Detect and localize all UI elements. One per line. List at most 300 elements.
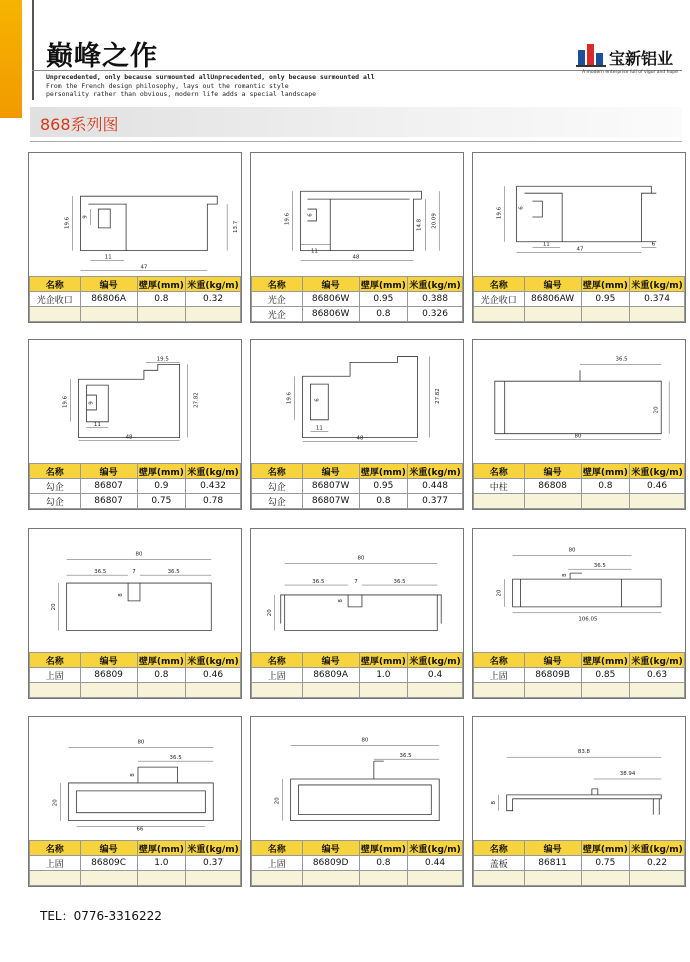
spec-table-row [252, 683, 463, 698]
svg-text:20: 20 [653, 406, 660, 414]
spec-table-row [474, 292, 685, 307]
header-weight: 米重(kg/m) [186, 277, 241, 292]
header-thickness: 壁厚(mm) [137, 841, 186, 856]
cell-weight [408, 683, 463, 698]
header-thickness: 壁厚(mm) [359, 277, 408, 292]
profile-drawing [29, 153, 241, 276]
cell-weight: 0.22 [630, 856, 685, 871]
brand-name: 宝新铝业 [609, 49, 674, 68]
profile-drawing [473, 340, 685, 463]
spec-table-header [30, 464, 241, 479]
cell-code: 86809 [80, 668, 137, 683]
svg-text:13.7: 13.7 [233, 220, 240, 233]
cell-weight [186, 871, 241, 886]
cell-code [80, 871, 137, 886]
svg-text:19.6: 19.6 [64, 216, 71, 229]
spec-table-row [474, 479, 685, 494]
profile-section-diagram [473, 529, 685, 652]
svg-text:20: 20 [274, 797, 281, 805]
cell-code [302, 871, 359, 886]
header-code: 编号 [524, 464, 581, 479]
cell-thickness: 1.0 [359, 668, 408, 683]
cell-code: 86809A [302, 668, 359, 683]
profile-section-diagram [473, 717, 685, 840]
profile-drawing [473, 153, 685, 276]
svg-text:20.09: 20.09 [431, 213, 438, 229]
profile-drawing [251, 717, 463, 840]
header-name: 名称 [474, 277, 525, 292]
spec-table-row [252, 668, 463, 683]
cell-thickness: 0.95 [581, 292, 630, 307]
profile-card [472, 339, 686, 510]
header-thickness: 壁厚(mm) [581, 653, 630, 668]
svg-text:36.5: 36.5 [94, 569, 107, 576]
header-thickness: 壁厚(mm) [137, 277, 186, 292]
spec-table [473, 840, 685, 886]
svg-text:47: 47 [576, 246, 584, 253]
header-name: 名称 [474, 653, 525, 668]
svg-text:11: 11 [310, 248, 318, 255]
cell-code [524, 683, 581, 698]
header-thickness: 壁厚(mm) [359, 464, 408, 479]
cell-code: 86806A [80, 292, 137, 307]
cell-thickness [581, 307, 630, 322]
profile-drawing [473, 529, 685, 652]
header-name: 名称 [474, 841, 525, 856]
svg-text:80: 80 [574, 433, 582, 440]
svg-text:19.6: 19.6 [496, 206, 503, 220]
profile-card [472, 528, 686, 699]
profile-card [28, 152, 242, 323]
profile-section-diagram [251, 153, 463, 276]
header-weight: 米重(kg/m) [630, 464, 685, 479]
svg-text:7: 7 [132, 569, 136, 576]
cell-code [524, 871, 581, 886]
slogan-line-3: personality rather than obvious, modern life adds a special landscape [46, 90, 317, 98]
profile-drawing [251, 529, 463, 652]
header-code: 编号 [524, 277, 581, 292]
cell-code [302, 683, 359, 698]
cell-code: 86807W [302, 479, 359, 494]
cell-weight: 0.37 [186, 856, 241, 871]
cell-weight [630, 683, 685, 698]
slogan-text [46, 73, 375, 99]
spec-table-row [474, 494, 685, 509]
cell-weight: 0.4 [408, 668, 463, 683]
spec-table-header [252, 653, 463, 668]
header-code: 编号 [302, 464, 359, 479]
cell-thickness: 0.75 [137, 494, 186, 509]
cell-thickness: 0.85 [581, 668, 630, 683]
cell-name [252, 683, 303, 698]
spec-table [251, 463, 463, 509]
cell-name [30, 683, 81, 698]
header-name: 名称 [252, 464, 303, 479]
svg-text:36.5: 36.5 [167, 569, 180, 576]
cell-weight [630, 871, 685, 886]
header-weight: 米重(kg/m) [408, 277, 463, 292]
svg-text:80: 80 [357, 555, 365, 562]
header-name: 名称 [252, 841, 303, 856]
svg-text:19.5: 19.5 [156, 356, 169, 363]
svg-text:8: 8 [130, 773, 137, 777]
cell-thickness: 0.8 [137, 668, 186, 683]
spec-table-header [474, 653, 685, 668]
cell-code [80, 307, 137, 322]
header-divider-vertical [32, 0, 34, 100]
profile-section-diagram [29, 717, 241, 840]
header-name: 名称 [252, 277, 303, 292]
svg-text:19.6: 19.6 [286, 391, 293, 405]
header-name: 名称 [30, 277, 81, 292]
profile-section-diagram [251, 717, 463, 840]
header-weight: 米重(kg/m) [630, 653, 685, 668]
header-code: 编号 [80, 277, 137, 292]
cell-name [30, 871, 81, 886]
cell-thickness [359, 683, 408, 698]
svg-text:9: 9 [88, 401, 95, 405]
profile-drawing [29, 340, 241, 463]
header-code: 编号 [80, 653, 137, 668]
cell-code [524, 494, 581, 509]
spec-table-row [252, 856, 463, 871]
svg-text:80: 80 [361, 737, 369, 744]
cell-thickness: 0.8 [581, 479, 630, 494]
brand-block [576, 40, 686, 76]
header-thickness: 壁厚(mm) [359, 841, 408, 856]
svg-text:36.5: 36.5 [169, 755, 182, 762]
svg-text:9: 9 [82, 215, 89, 219]
cell-name: 上固 [30, 668, 81, 683]
cell-weight: 0.374 [630, 292, 685, 307]
cell-weight: 0.432 [186, 479, 241, 494]
spec-table-row [30, 871, 241, 886]
cell-weight: 0.326 [408, 307, 463, 322]
profile-section-diagram [29, 340, 241, 463]
profile-card [28, 716, 242, 887]
svg-text:11: 11 [104, 254, 112, 261]
cell-thickness: 0.9 [137, 479, 186, 494]
profile-card [250, 528, 464, 699]
spec-table-row [252, 871, 463, 886]
profile-drawing [251, 153, 463, 276]
cell-name: 盖板 [474, 856, 525, 871]
spec-table-header [474, 277, 685, 292]
spec-table-row [252, 494, 463, 509]
profile-drawing [29, 529, 241, 652]
spec-table [251, 276, 463, 322]
spec-table [29, 276, 241, 322]
cell-code: 86807 [80, 479, 137, 494]
cell-thickness [581, 871, 630, 886]
spec-table [251, 652, 463, 698]
header-name: 名称 [30, 841, 81, 856]
footer-tel: TEL：0776-3316222 [40, 909, 162, 923]
brand-logo-icon [576, 40, 606, 68]
cell-name: 勾企 [252, 494, 303, 509]
cell-name: 勾企 [30, 494, 81, 509]
cell-code: 86807W [302, 494, 359, 509]
svg-text:8: 8 [562, 573, 569, 577]
spec-table-row [252, 479, 463, 494]
spec-table-row [30, 683, 241, 698]
header-thickness: 壁厚(mm) [581, 464, 630, 479]
svg-text:6: 6 [314, 398, 321, 402]
svg-text:36.5: 36.5 [593, 563, 606, 570]
profile-section-diagram [473, 153, 685, 276]
cell-weight: 0.388 [408, 292, 463, 307]
spec-table [473, 276, 685, 322]
cell-thickness [581, 683, 630, 698]
cell-code: 86806AW [524, 292, 581, 307]
cell-code [80, 683, 137, 698]
cell-name [474, 871, 525, 886]
svg-text:6: 6 [518, 206, 525, 210]
svg-text:11: 11 [93, 421, 101, 428]
profile-card [472, 716, 686, 887]
svg-text:47: 47 [140, 264, 148, 271]
spec-table-row [474, 871, 685, 886]
spec-table-row [30, 668, 241, 683]
profile-card [250, 152, 464, 323]
cell-thickness: 0.95 [359, 292, 408, 307]
header-name: 名称 [252, 653, 303, 668]
cell-weight: 0.63 [630, 668, 685, 683]
cell-name: 中柱 [474, 479, 525, 494]
spec-table-header [474, 841, 685, 856]
svg-text:83.8: 83.8 [577, 749, 591, 756]
svg-text:11: 11 [542, 241, 550, 248]
header-code: 编号 [302, 841, 359, 856]
spec-table-header [30, 841, 241, 856]
svg-text:8: 8 [118, 593, 125, 597]
cell-weight: 0.32 [186, 292, 241, 307]
header-code: 编号 [80, 841, 137, 856]
svg-text:48: 48 [356, 435, 364, 442]
profile-drawing [251, 340, 463, 463]
header-weight: 米重(kg/m) [186, 841, 241, 856]
profile-card [472, 152, 686, 323]
cell-name: 光企收口 [30, 292, 81, 307]
header-weight: 米重(kg/m) [408, 841, 463, 856]
spec-table-row [474, 668, 685, 683]
profile-section-diagram [29, 153, 241, 276]
svg-text:20: 20 [50, 603, 57, 611]
cell-code: 86806W [302, 292, 359, 307]
spec-table-row [30, 479, 241, 494]
spec-table-row [474, 683, 685, 698]
svg-text:20: 20 [496, 589, 503, 597]
svg-text:80: 80 [568, 547, 576, 554]
cell-name: 勾企 [30, 479, 81, 494]
spec-table-row [252, 307, 463, 322]
page-title: 巅峰之作 [46, 41, 158, 72]
cell-thickness [137, 683, 186, 698]
spec-table [473, 463, 685, 509]
spec-table-row [30, 494, 241, 509]
spec-table-row [30, 856, 241, 871]
cell-name [252, 871, 303, 886]
profile-drawing [29, 717, 241, 840]
spec-table-header [252, 464, 463, 479]
cell-thickness [581, 494, 630, 509]
svg-text:48: 48 [352, 254, 360, 261]
svg-text:19.6: 19.6 [284, 212, 291, 226]
spec-table-header [30, 653, 241, 668]
cell-thickness [137, 871, 186, 886]
cell-weight: 0.46 [630, 479, 685, 494]
svg-text:106.05: 106.05 [578, 616, 598, 623]
header-thickness: 壁厚(mm) [137, 653, 186, 668]
profile-section-diagram [251, 340, 463, 463]
profile-card [250, 339, 464, 510]
profile-section-diagram [473, 340, 685, 463]
cell-thickness: 0.8 [137, 292, 186, 307]
cell-name [474, 494, 525, 509]
cell-weight: 0.46 [186, 668, 241, 683]
spec-table-row [252, 292, 463, 307]
header-code: 编号 [80, 464, 137, 479]
header-code: 编号 [302, 277, 359, 292]
profile-section-diagram [251, 529, 463, 652]
profile-card [250, 716, 464, 887]
spec-table [251, 840, 463, 886]
cell-code: 86811 [524, 856, 581, 871]
svg-text:38.94: 38.94 [619, 771, 636, 778]
cell-thickness [359, 871, 408, 886]
cell-code: 86806W [302, 307, 359, 322]
section-rule [30, 141, 682, 142]
slogan-line-2: From the French design philosophy, lays out the romantic style [46, 81, 289, 90]
cell-weight: 0.78 [186, 494, 241, 509]
cell-name: 上固 [30, 856, 81, 871]
svg-text:8: 8 [490, 801, 497, 805]
cell-name: 上固 [252, 856, 303, 871]
svg-text:14.8: 14.8 [416, 218, 423, 231]
svg-text:36.5: 36.5 [393, 579, 406, 586]
spec-table [29, 463, 241, 509]
header-thickness: 壁厚(mm) [137, 464, 186, 479]
cell-code: 86807 [80, 494, 137, 509]
profile-card [28, 339, 242, 510]
svg-text:80: 80 [135, 551, 143, 558]
header-thickness: 壁厚(mm) [581, 841, 630, 856]
cell-name [474, 683, 525, 698]
section-title: 868系列图 [40, 115, 119, 134]
spec-table-row [30, 292, 241, 307]
svg-text:27.82: 27.82 [193, 392, 200, 408]
cell-thickness: 0.8 [359, 856, 408, 871]
cell-weight: 0.44 [408, 856, 463, 871]
corner-accent-tab [0, 0, 22, 118]
cell-weight [630, 494, 685, 509]
spec-table-header [474, 464, 685, 479]
cell-name: 勾企 [252, 479, 303, 494]
spec-table-header [252, 277, 463, 292]
cell-weight: 0.448 [408, 479, 463, 494]
header-code: 编号 [524, 841, 581, 856]
cell-name: 上固 [252, 668, 303, 683]
profile-drawing [473, 717, 685, 840]
section-band [30, 107, 682, 137]
spec-table [29, 652, 241, 698]
svg-text:36.5: 36.5 [399, 753, 412, 760]
cell-thickness: 0.8 [359, 494, 408, 509]
svg-text:36.5: 36.5 [615, 356, 628, 363]
svg-text:19.6: 19.6 [62, 395, 69, 409]
spec-table [29, 840, 241, 886]
spec-table-row [30, 307, 241, 322]
spec-table-row [474, 856, 685, 871]
cell-weight [186, 683, 241, 698]
header-weight: 米重(kg/m) [630, 841, 685, 856]
header-weight: 米重(kg/m) [630, 277, 685, 292]
cell-weight [408, 871, 463, 886]
header-name: 名称 [474, 464, 525, 479]
slogan-line-1: Unprecedented, only because surmounted allUnprecedented, only because surmounted all [46, 73, 375, 81]
svg-text:27.82: 27.82 [435, 388, 442, 404]
spec-table [473, 652, 685, 698]
cell-thickness [137, 307, 186, 322]
svg-text:48: 48 [125, 434, 133, 441]
spec-table-row [474, 307, 685, 322]
cell-name: 上固 [474, 668, 525, 683]
svg-text:20: 20 [266, 609, 273, 617]
svg-text:20: 20 [52, 799, 59, 807]
cell-code: 86809C [80, 856, 137, 871]
spec-table-header [30, 277, 241, 292]
profile-card [28, 528, 242, 699]
header-code: 编号 [524, 653, 581, 668]
cell-thickness: 1.0 [137, 856, 186, 871]
cell-thickness: 0.95 [359, 479, 408, 494]
svg-text:66: 66 [136, 826, 144, 833]
cell-thickness: 0.8 [359, 307, 408, 322]
cell-weight [186, 307, 241, 322]
cell-name: 光企 [252, 292, 303, 307]
brand-tagline: A modern enterprise full of vigor and hope [582, 70, 678, 75]
svg-text:8: 8 [338, 599, 345, 603]
header-weight: 米重(kg/m) [408, 653, 463, 668]
cell-name [474, 307, 525, 322]
header-code: 编号 [302, 653, 359, 668]
cell-name: 光企收口 [474, 292, 525, 307]
svg-text:7: 7 [354, 579, 358, 586]
svg-text:6: 6 [307, 213, 314, 217]
cell-code [524, 307, 581, 322]
cell-code: 86809B [524, 668, 581, 683]
svg-text:36.5: 36.5 [312, 579, 325, 586]
header-weight: 米重(kg/m) [186, 464, 241, 479]
header-weight: 米重(kg/m) [186, 653, 241, 668]
header-thickness: 壁厚(mm) [359, 653, 408, 668]
svg-text:80: 80 [137, 739, 145, 746]
cell-code: 86809D [302, 856, 359, 871]
header-thickness: 壁厚(mm) [581, 277, 630, 292]
cell-weight [630, 307, 685, 322]
cell-weight: 0.377 [408, 494, 463, 509]
cell-name [30, 307, 81, 322]
cell-name: 光企 [252, 307, 303, 322]
header-weight: 米重(kg/m) [408, 464, 463, 479]
svg-text:6: 6 [651, 241, 656, 248]
spec-table-header [252, 841, 463, 856]
header-name: 名称 [30, 464, 81, 479]
header-name: 名称 [30, 653, 81, 668]
svg-text:11: 11 [315, 425, 323, 432]
profile-section-diagram [29, 529, 241, 652]
cell-thickness: 0.75 [581, 856, 630, 871]
